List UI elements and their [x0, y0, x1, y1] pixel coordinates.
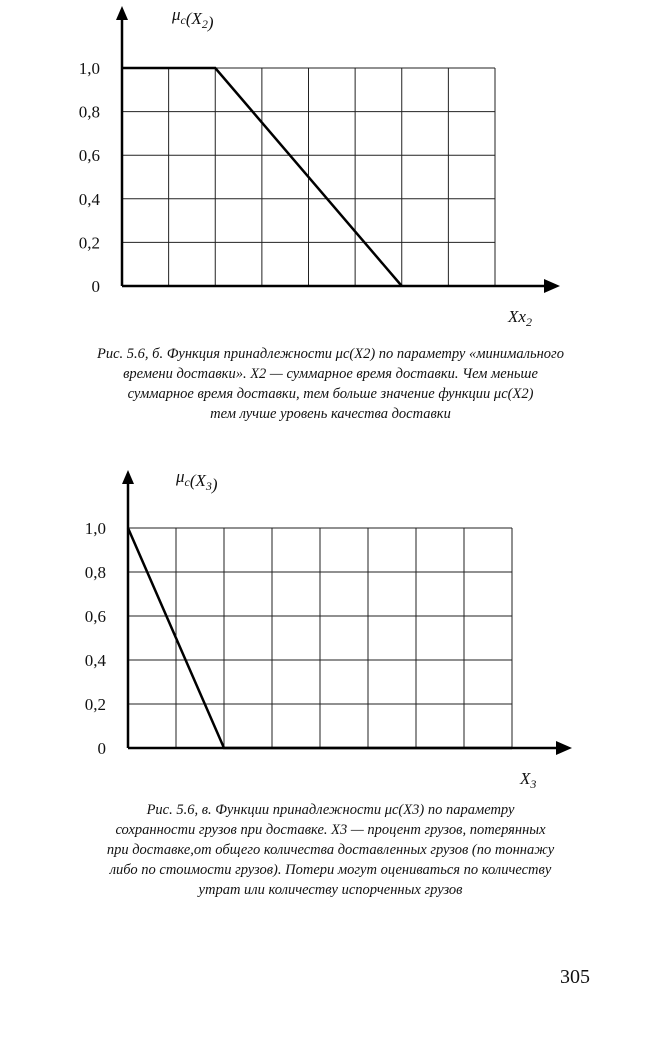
- y-axis-label: $\mu_c(X_3)$: [176, 467, 218, 494]
- y-tick-label: 0,8: [78, 102, 100, 122]
- caption-line: сохранности грузов при доставке. X3 — процент грузов, потерянных: [115, 822, 546, 838]
- y-tick-label: 0,4: [84, 651, 106, 670]
- caption-line: Рис. 5.6, б. Функция принадлежности μc(X2) по параметру «минимального: [97, 346, 564, 362]
- y-tick-label: 0,6: [84, 607, 106, 626]
- y-tick-label: 0,8: [84, 563, 106, 582]
- caption-line: суммарное время доставки, тем больше значение функции μc(X2): [127, 386, 534, 402]
- chart-svg: [0, 462, 661, 792]
- caption-line: тем лучше уровень качества доставки: [210, 406, 451, 422]
- y-tick-label: 0,2: [84, 695, 106, 714]
- y-axis-arrow: [122, 470, 134, 484]
- page-number: 305: [560, 966, 590, 988]
- caption-line: при доставке,от общего количества доставленных грузов (по тоннажу: [106, 842, 555, 858]
- membership-chart-cargo-safety: [0, 462, 661, 792]
- y-tick-label: 0: [91, 277, 100, 296]
- caption-line: Рис. 5.6, в. Функции принадлежности μc(X3) по параметру: [146, 802, 515, 818]
- caption-line: утрат или количеству испорченных грузов: [198, 882, 463, 898]
- caption-line: либо по стоимости грузов). Потери могут оцениваться по количеству: [109, 862, 552, 878]
- x-axis-arrow: [556, 741, 572, 755]
- figure-caption: [0, 344, 661, 424]
- x-axis-label: $X_3$: [520, 769, 537, 791]
- y-tick-label: 0,6: [78, 146, 100, 166]
- membership-chart-delivery-time: [0, 0, 661, 330]
- y-tick-label: 0,4: [78, 189, 100, 209]
- x-axis-label: $Xx_2$: [508, 307, 532, 329]
- y-tick-label: 0,2: [78, 233, 100, 253]
- chart-svg: [0, 0, 661, 330]
- y-axis-label: $\mu_c(X_2)$: [172, 5, 214, 32]
- x-axis-arrow: [544, 279, 560, 293]
- y-axis-arrow: [116, 6, 128, 20]
- y-tick-label: 1,0: [78, 59, 100, 78]
- figure-caption: [0, 800, 661, 900]
- caption-line: времени доставки». X2 — суммарное время доставки. Чем меньше: [123, 366, 538, 382]
- y-tick-label: 1,0: [84, 519, 106, 538]
- y-tick-label: 0: [97, 739, 106, 758]
